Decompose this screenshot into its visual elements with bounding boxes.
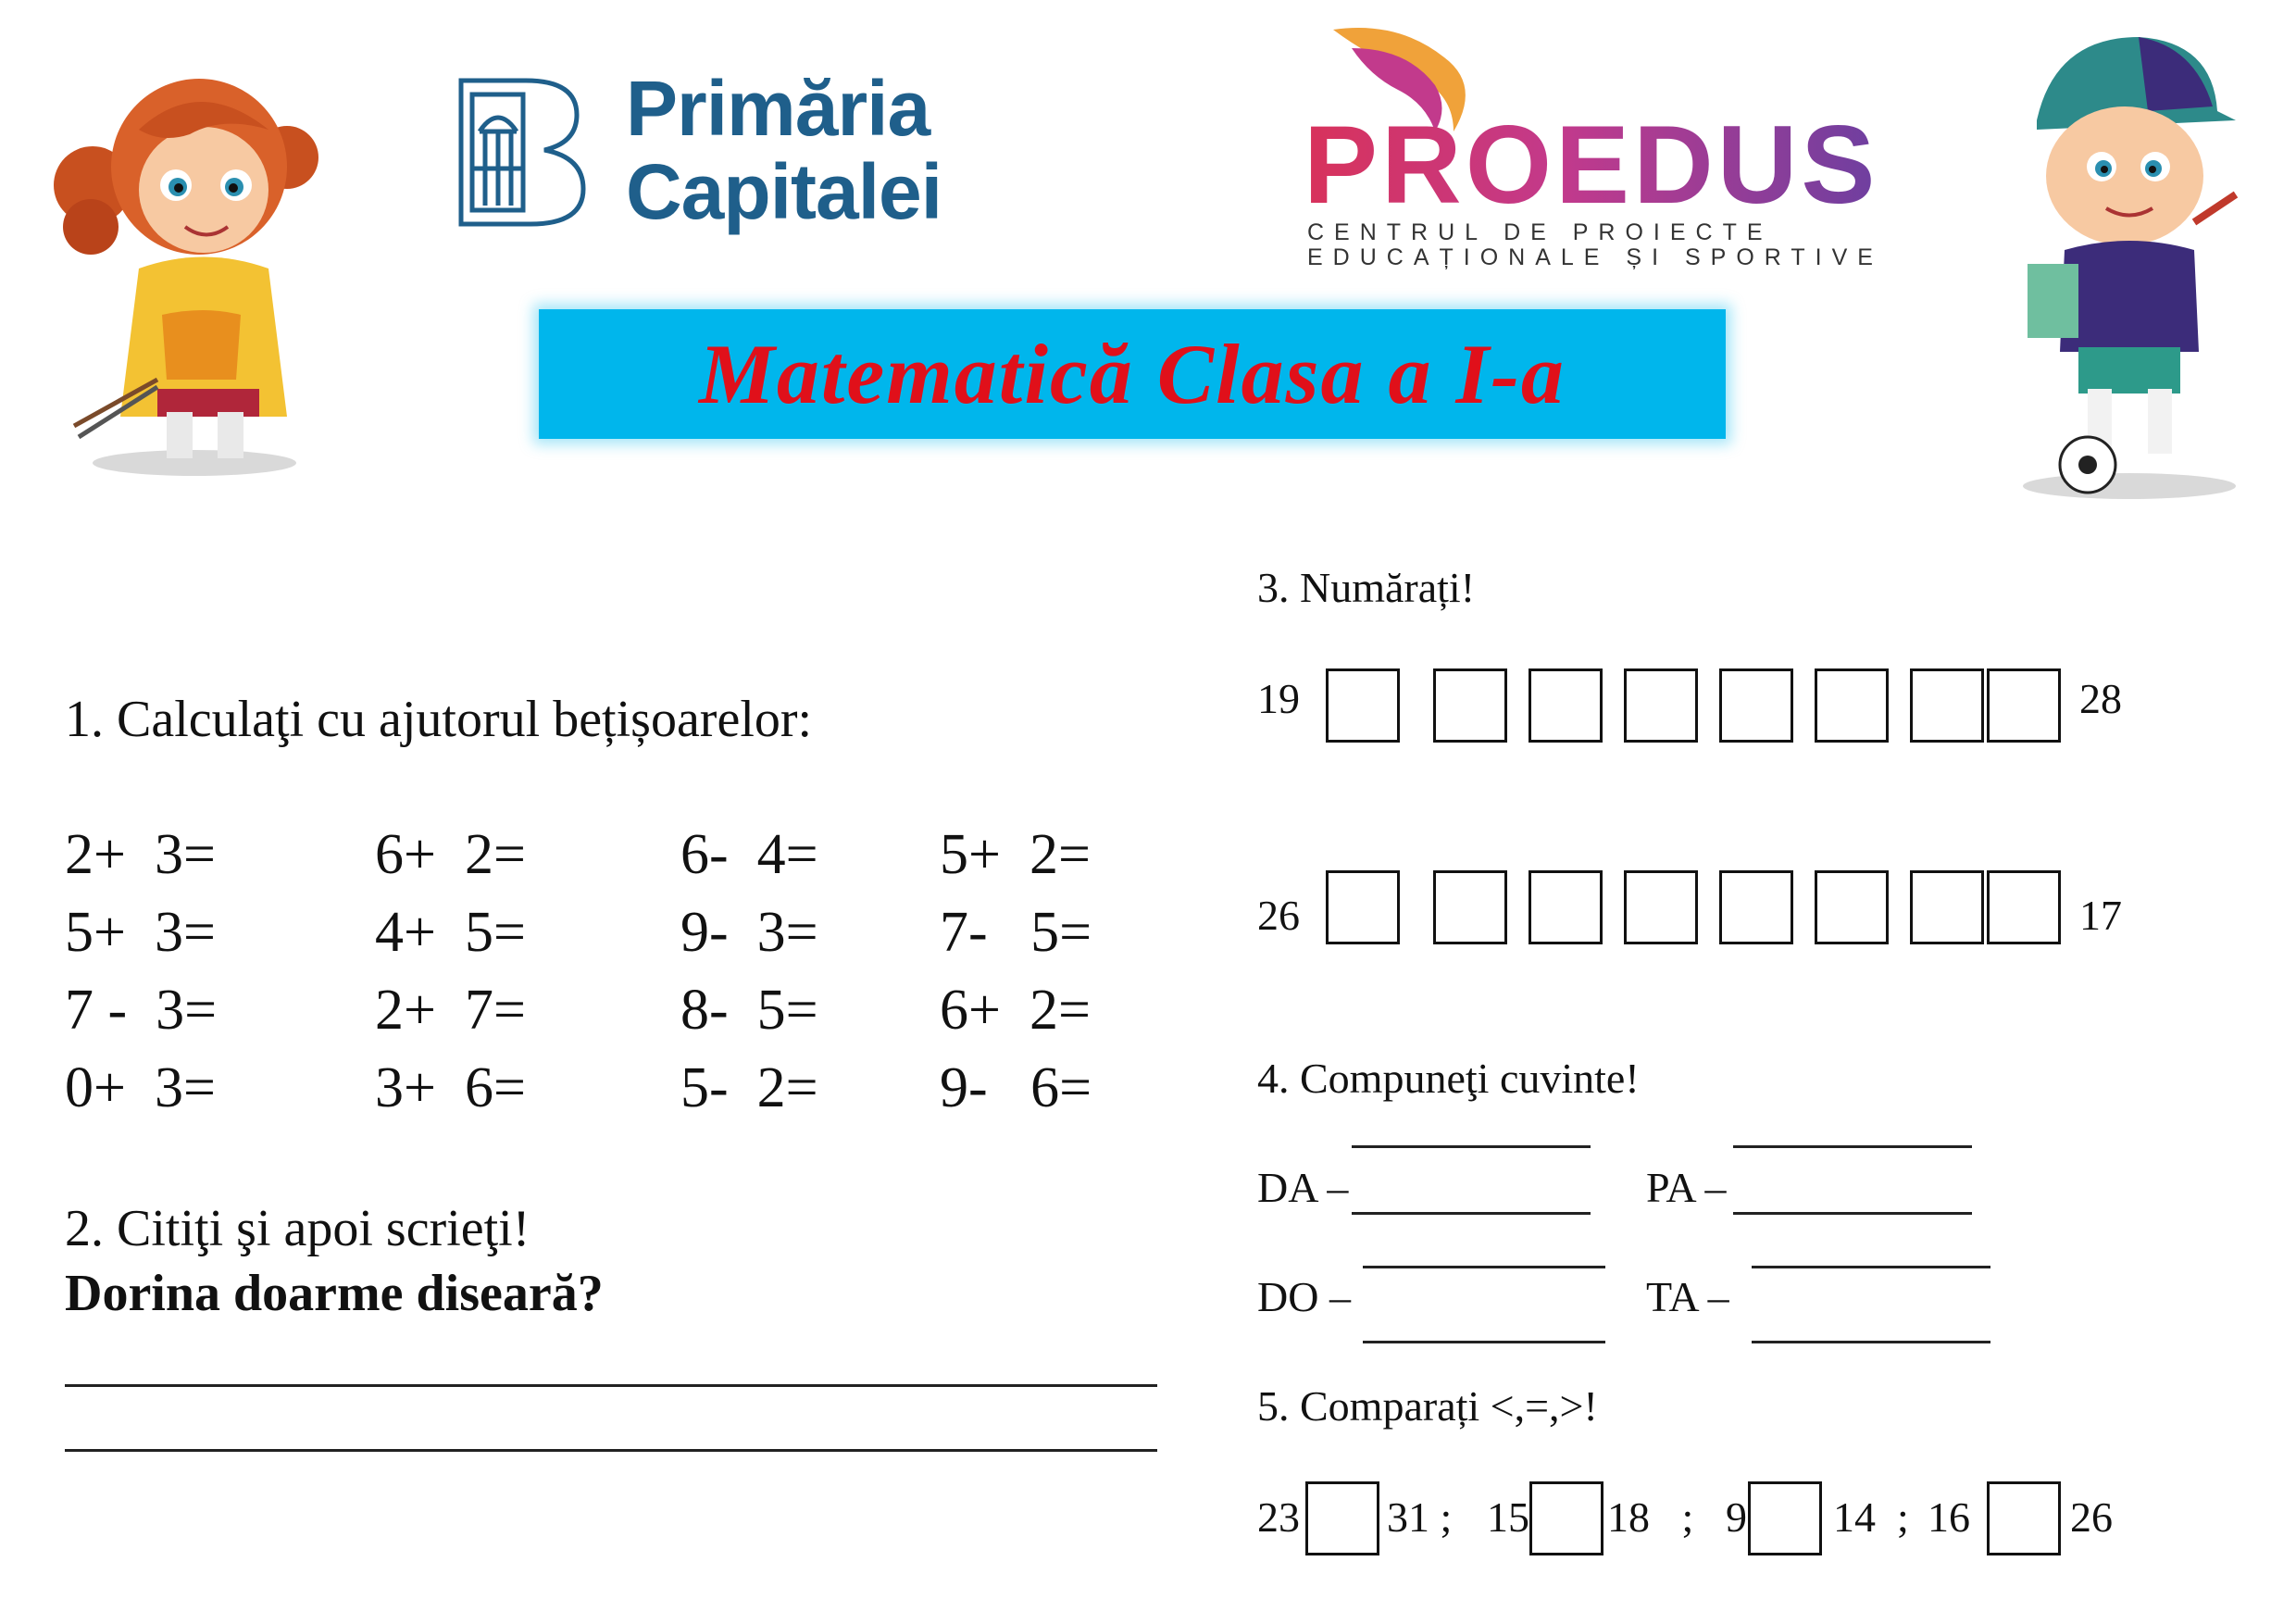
compare-right: 26 [2070,1493,2113,1541]
number-box[interactable] [1910,668,1984,743]
ex1-item: 5- 2= [680,1056,818,1119]
number-box[interactable] [1433,870,1507,944]
syllable-pa: PA – [1646,1164,1727,1211]
compare-box[interactable] [1987,1481,2061,1555]
syllable-do: DO – [1257,1273,1351,1320]
girl-character-illustration [37,37,333,481]
compare-right: 14 ; [1833,1493,1909,1541]
ex1-item: 6- 4= [680,823,818,886]
primaria-line1: Primăria [626,65,930,152]
compare-left: 23 [1257,1493,1300,1541]
ex1-item: 6+ 2= [375,823,526,886]
ex3-row1-start: 19 [1257,675,1300,722]
compare-right: 18 ; [1607,1493,1694,1541]
proedus-logo-word: PROEDUS [1304,103,1879,227]
worksheet-title: Matematică Clasa a I-a [699,327,1566,421]
number-box[interactable] [1719,870,1793,944]
number-box[interactable] [1719,668,1793,743]
number-box[interactable] [1987,870,2061,944]
ex2-sentence: Dorina doarme diseară? [65,1265,604,1322]
compare-box[interactable] [1748,1481,1822,1555]
ex1-item: 3+ 6= [375,1056,526,1119]
ex3-heading: 3. Numărați! [1257,564,1476,611]
compare-left: 15 [1487,1493,1529,1541]
ex1-item: 0+ 3= [65,1056,216,1119]
ex1-item: 8- 5= [680,979,818,1042]
boy-character-illustration [2000,19,2268,500]
word-line[interactable] [1352,1145,1591,1148]
ex1-item: 5+ 2= [940,823,1091,886]
writing-line[interactable] [65,1384,1157,1387]
ex3-row2-start: 26 [1257,892,1300,939]
number-box[interactable] [1433,668,1507,743]
word-line[interactable] [1733,1212,1972,1215]
ex1-item: 7 - 3= [65,979,218,1042]
word-line[interactable] [1363,1266,1605,1268]
ex1-item: 2+ 3= [65,823,216,886]
ex1-item: 4+ 5= [375,901,526,964]
ex1-item: 9- 3= [680,901,818,964]
number-box[interactable] [1815,668,1889,743]
syllable-da: DA – [1257,1164,1349,1211]
word-line[interactable] [1733,1145,1972,1148]
proedus-logo-subtitle [1307,220,1883,270]
ex1-item: 5+ 3= [65,901,216,964]
number-box[interactable] [1529,668,1603,743]
primaria-logo-text [626,67,942,233]
compare-left: 16 [1928,1493,1970,1541]
word-line[interactable] [1752,1341,1990,1343]
primaria-line2: Capitalei [626,148,942,235]
number-box[interactable] [1529,870,1603,944]
writing-line[interactable] [65,1449,1157,1452]
word-line[interactable] [1352,1212,1591,1215]
ex3-row2-end: 17 [2079,892,2122,939]
ex5-heading: 5. Comparați <,=,>! [1257,1382,1598,1430]
ex1-item: 9- 6= [940,1056,1092,1119]
number-box[interactable] [1326,870,1400,944]
compare-box[interactable] [1305,1481,1379,1555]
compare-left: 9 [1726,1493,1747,1541]
compare-box[interactable] [1529,1481,1603,1555]
ex4-heading: 4. Compuneţi cuvinte! [1257,1055,1640,1102]
number-box[interactable] [1624,870,1698,944]
ex2-heading: 2. Citiţi şi apoi scrieţi! [65,1200,530,1257]
proedus-sub-line1: CENTRUL DE PROIECTE [1307,219,1773,245]
ex1-heading: 1. Calculaţi cu ajutorul bețișoarelor: [65,691,813,748]
ex1-item: 6+ 2= [940,979,1091,1042]
ex3-row1-end: 28 [2079,675,2122,722]
ex1-item: 2+ 7= [375,979,526,1042]
proedus-sub-line2: EDUCAȚIONALE ȘI SPORTIVE [1307,244,1883,270]
number-box[interactable] [1624,668,1698,743]
compare-right: 31 ; [1387,1493,1453,1541]
word-line[interactable] [1363,1341,1605,1343]
primaria-logo-icon [452,76,591,229]
syllable-ta: TA – [1646,1273,1729,1320]
number-box[interactable] [1987,668,2061,743]
word-line[interactable] [1752,1266,1990,1268]
number-box[interactable] [1815,870,1889,944]
ex1-item: 7- 5= [940,901,1092,964]
number-box[interactable] [1326,668,1400,743]
number-box[interactable] [1910,870,1984,944]
